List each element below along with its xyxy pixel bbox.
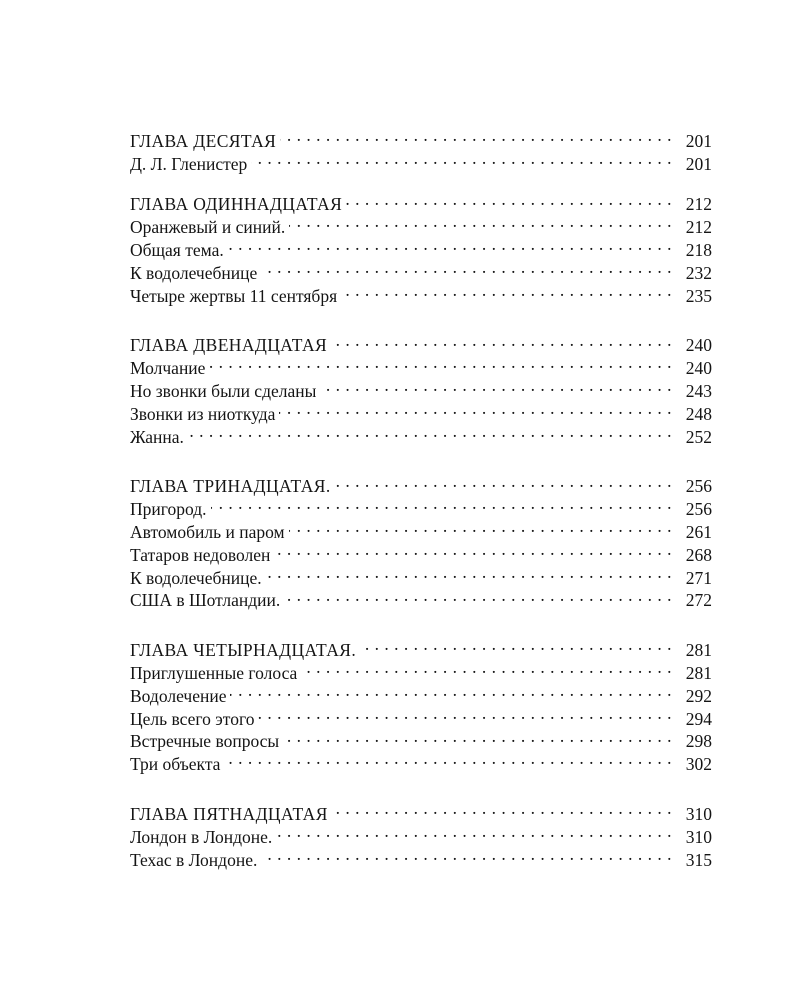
dot-leader [332,797,672,820]
dot-leader [280,124,672,147]
dot-leader [276,820,672,843]
dot-leader [289,515,672,538]
dot-leader [335,470,672,493]
dot-leader [261,256,672,279]
page-number: 201 [685,130,712,151]
section-title: Приглушенные голоса [130,662,298,683]
page-number: 201 [685,153,712,174]
chapter-heading [130,633,712,661]
section-title: К водолечебнице. [130,567,262,588]
page-number: 292 [685,685,712,706]
page-number: 281 [685,640,712,661]
chapter-title: ГЛАВА ДВЕНАДЦАТАЯ [130,335,328,356]
dot-leader [320,374,672,397]
chapter-12 [130,329,712,447]
section-title: Оранжевый и синий. [130,217,286,238]
page-number: 281 [685,662,712,683]
page-number: 294 [685,708,712,729]
dot-leader [360,633,672,656]
chapter-title: ГЛАВА ДЕСЯТАЯ [130,130,277,151]
section-title: Техас в Лондоне. [130,849,258,870]
chapter-heading [130,124,712,151]
section-title: К водолечебнице [130,262,258,283]
section-title: Водолечение [130,685,227,706]
page-number: 240 [685,335,712,356]
chapter-heading [130,329,712,356]
page-number: 218 [685,239,712,260]
dot-leader [274,538,672,561]
dot-leader [258,702,672,725]
dot-leader [224,747,672,770]
dot-leader [283,725,672,748]
section-title: Общая тема. [130,239,224,260]
section-entry [130,420,712,447]
section-title: Молчание [130,358,206,379]
page-number: 315 [685,849,712,870]
chapter-15 [130,797,712,870]
page-number: 261 [685,521,712,542]
page-number: 252 [685,426,712,447]
dot-leader [261,843,672,866]
chapter-10 [130,124,712,174]
page-number: 298 [685,731,712,752]
page-number: 310 [685,803,712,824]
page-number: 310 [685,826,712,847]
section-title: Три объекта [130,754,221,775]
dot-leader [301,656,672,679]
dot-leader [228,233,672,256]
page-number: 212 [685,194,712,215]
section-title: Лондон в Лондоне. [130,826,273,847]
section-entry [130,374,712,401]
page-number: 302 [685,754,712,775]
chapter-heading [130,470,712,497]
section-title: Татаров недоволен [130,544,271,565]
section-title: Но звонки были сделаны [130,380,317,401]
section-entry [130,492,712,520]
chapter-13 [130,470,712,611]
chapter-title: ГЛАВА ПЯТНАДЦАТАЯ [130,803,328,824]
dot-leader [211,492,672,515]
dot-leader [346,188,672,211]
section-title: США в Шотландии. [130,590,281,611]
chapter-14 [130,633,712,775]
dot-leader [279,397,672,420]
page-number: 212 [685,217,712,238]
page-number: 256 [685,476,712,497]
section-entry [130,351,712,379]
page-number: 248 [685,403,712,424]
chapter-11 [130,188,712,306]
section-entry [130,515,712,542]
chapter-title: ГЛАВА ЧЕТЫРНАДЦАТАЯ. [130,640,357,661]
dot-leader [289,210,672,233]
section-title: Звонки из ниоткуда [130,403,276,424]
chapter-heading [130,188,712,215]
chapter-title: ГЛАВА ТРИНАДЦАТАЯ. [130,476,331,497]
page-number: 256 [685,499,712,520]
page-number: 271 [685,567,712,588]
dot-leader [331,329,672,352]
page-number: 268 [685,544,712,565]
dot-leader [284,584,672,607]
section-title: Жанна. [130,426,184,447]
dot-leader [266,561,672,584]
dot-leader [251,147,672,170]
section-title: Четыре жертвы 11 сентября [130,285,338,306]
section-title: Автомобиль и паром [130,521,285,542]
section-title: Пригород. [130,499,207,520]
page-number: 235 [685,285,712,306]
section-title: Цель всего этого [130,708,255,729]
chapter-title: ГЛАВА ОДИННАДЦАТАЯ [130,194,343,215]
dot-leader [341,279,672,302]
page-number: 232 [685,262,712,283]
dot-leader [188,420,672,443]
table-of-contents [130,124,712,870]
page-number: 243 [685,380,712,401]
page-number: 272 [685,590,712,611]
section-title: Д. Л. Гленистер [130,153,248,174]
section-title: Встречные вопросы [130,731,280,752]
chapter-heading [130,797,712,824]
page-number: 240 [685,358,712,379]
dot-leader [209,351,672,374]
dot-leader [230,679,672,702]
